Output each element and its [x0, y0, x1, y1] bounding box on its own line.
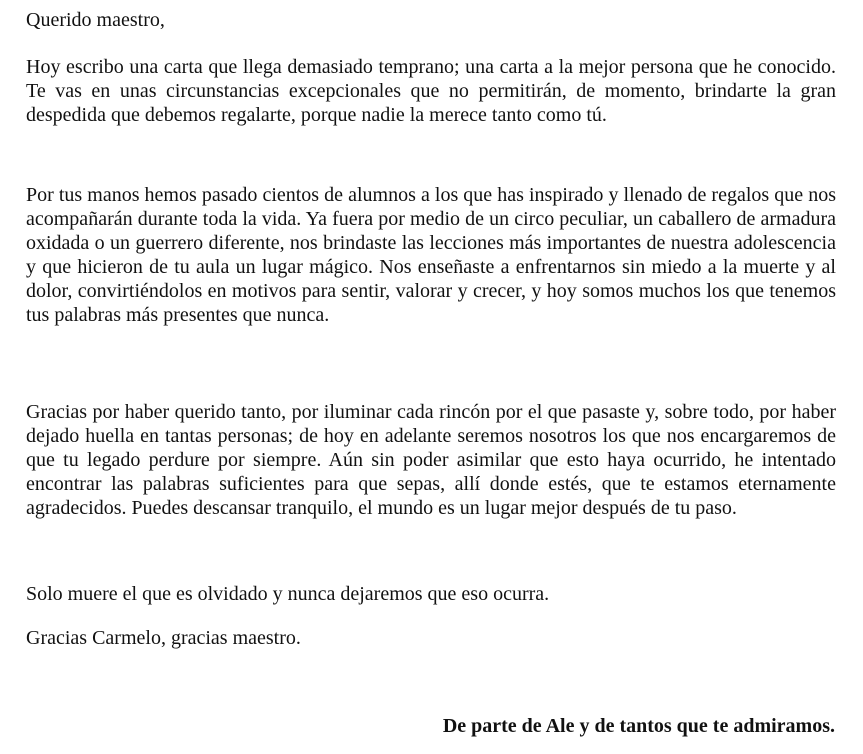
letter-paragraph-3: Gracias por haber querido tanto, por iluminar cada rincón por el que pasaste y, sobre todo, por haber dejado huella en tantas personas; de hoy en adelante seremos nosotros los que nos encargaremos de que tu legado perdure por siempre. Aún sin poder asimilar que esto haya ocurrido, he intentado encontrar las palabras suficientes para que sepas, allí donde estés, que te estamos eternamente agradecidos. Puedes descansar tranquilo, el mundo es un lugar mejor después de tu paso. [26, 401, 836, 519]
letter-salutation: Querido maestro, [26, 9, 165, 31]
letter-signoff: De parte de Ale y de tantos que te admiramos. [442, 715, 835, 737]
letter-paragraph-4: Solo muere el que es olvidado y nunca dejaremos que eso ocurra. [26, 583, 550, 605]
letter-paragraph-2: Por tus manos hemos pasado cientos de alumnos a los que has inspirado y llenado de regalos que nos acompañarán durante toda la vida. Ya fuera por medio de un circo peculiar, un caballero de armadura oxidada o un guerrero diferente, nos brindaste las lecciones más importantes de nuestra adolescencia y que hicieron de tu aula un lugar mágico. Nos enseñaste a enfrentarnos sin miedo a la muerte y al dolor, convirtiéndolos en motivos para sentir, valorar y crecer, y hoy somos muchos los que tenemos tus palabras más presentes que nunca. [26, 184, 836, 326]
letter-paragraph-1: Hoy escribo una carta que llega demasiado temprano; una carta a la mejor persona que he conocido. Te vas en unas circunstancias excepcionales que no permitirán, de momento, brindarte la gran despedida que debemos regalarte, porque nadie la merece tanto como tú. [26, 56, 836, 126]
letter-closing-line: Gracias Carmelo, gracias maestro. [26, 627, 301, 649]
